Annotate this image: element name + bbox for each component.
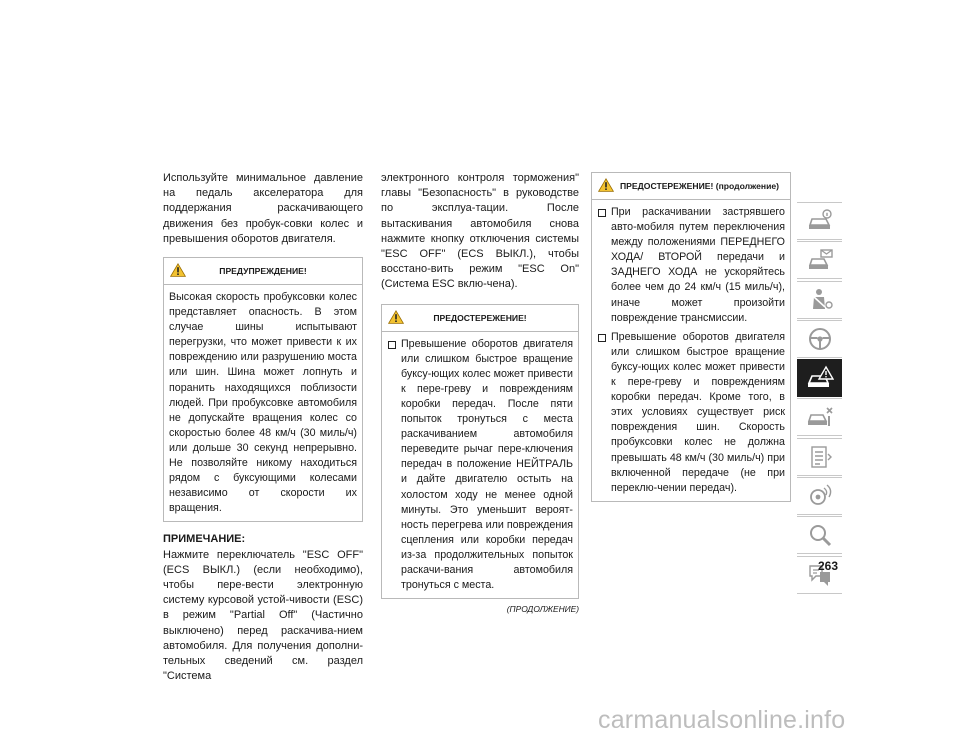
tab-service[interactable] [797, 398, 842, 436]
warning-title: ПРЕДУПРЕЖДЕНИЕ! [219, 266, 307, 277]
tab-index[interactable] [797, 516, 842, 554]
checkbox-bullet-icon [598, 334, 606, 342]
caution-item [597, 330, 785, 496]
warning-text: Высокая скорость пробуксовки колес представляет опасность. В этом случае шины испытывают перегрузки, что может привести к их повреждению или разрушению моста или шин. Шина может лопнуть и поранить находящихся поблизости людей. При пробуксовке автомобиля не допускайте вращения колес со скоростью более 48 км/ч (30 миль/ч) или дольше 30 секунд непрерывно. Не позволяйте никому находиться рядом с буксующими колесами независимо от скорости их вращения. [169, 291, 357, 515]
seatbelt-safety-icon [806, 287, 834, 313]
checkbox-bullet-icon [598, 209, 606, 217]
column-1 [163, 171, 363, 684]
caution-item-text: При раскачивании застрявшего авто-мобиля путем переключения между положениями ПЕРЕДНЕГО ХОДА/ ВТОРОЙ передачи и ЗАДНЕГО ХОДА не ускоряйтесь более чем до 24 км/ч (15 миль/ч), иначе может произойти повреждение трансмиссии. [611, 206, 785, 324]
caution-item [597, 205, 785, 326]
caution-continued-header [592, 173, 790, 200]
car-info-icon [806, 208, 834, 234]
multimedia-icon [806, 483, 834, 509]
column-3 [591, 172, 791, 502]
car-message-icon [806, 247, 834, 273]
tab-safety[interactable] [797, 281, 842, 319]
note-text: Нажмите переключатель "ESC OFF" (ECS ВЫКЛ.) (если необходимо), чтобы пере-вести электронную систему курсовой устой-чивости (ESC) в режим "Partial Off" (Частично выключено) перед раскачива-нием автомобиля. Для получения дополни-тельных сведений см. раздел "Система [163, 548, 363, 683]
tab-multimedia[interactable] [797, 477, 842, 515]
caution-box [381, 304, 579, 600]
caution-title: ПРЕДОСТЕРЕЖЕНИЕ! [433, 312, 527, 323]
caution-triangle-icon [388, 310, 404, 324]
caution-item-text: Превышение оборотов двигателя или слишком быстрое вращение буксу-ющих колес может привести к пере-греву и повреждениям коробки передач. После пяти попыток тронуться с места раскачиванием автомобиля переведите рычаг пере-ключения передач в положение НЕЙТРАЛЬ и дайте двигателю остыть на холостом ходу не менее одной минуты. Это уменьшит вероят-ность перегрева или повреждения сцепления или коробки передач из-за продолжительных попыток раскачи-вания автомобиля тронуться с места. [401, 337, 573, 592]
continued-paragraph: электронного контроля торможения" главы "Безопасность" в руководстве по эксплуа-тации. После вытаскивания автомобиля снова нажмите кнопку отключения системы "ESC OFF" (ECS ВЫКЛ.), чтобы восстано-вить режим "ESC On" (Система ESC вклю-чена). [381, 172, 579, 291]
tab-specifications[interactable] [797, 438, 842, 476]
column-2 [381, 171, 579, 617]
caution-triangle-icon [598, 178, 614, 192]
checkbox-bullet-icon [388, 341, 396, 349]
car-service-icon [806, 404, 834, 430]
tab-car-info[interactable] [797, 202, 842, 240]
caution-item-text: Превышение оборотов двигателя или слишком быстрое вращение буксу-ющих колес может привести к пере-греву и повреждениям коробки передач. Кроме того, в этих условиях существует риск повреждения шин. Скорость пробуксовки колес не должна превышать 48 км/ч (30 миль/ч) при включенной передаче (не при переклю-чении передач). [611, 330, 785, 494]
search-index-icon [806, 522, 834, 548]
warning-box [163, 257, 363, 522]
caution-header [382, 305, 578, 332]
note-title: ПРИМЕЧАНИЕ: [163, 533, 246, 546]
warning-triangle-icon [170, 263, 186, 277]
specifications-list-icon [806, 444, 834, 470]
tab-emergency[interactable] [797, 359, 842, 397]
warning-header [164, 258, 362, 285]
chapter-tabs [797, 202, 842, 595]
continued-label: (ПРОДОЛЖЕНИЕ) [506, 604, 579, 615]
caution-item [387, 337, 573, 594]
caution-continued-title: ПРЕДОСТЕРЕЖЕНИЕ! (продолжение) [620, 181, 780, 191]
page-number: 263 [817, 559, 838, 573]
tab-car-message[interactable] [797, 241, 842, 279]
hazard-warning-car-icon [806, 365, 834, 391]
caution-continued-box [591, 172, 791, 502]
watermark: carmanualsonline.info [598, 706, 846, 734]
tab-driving[interactable] [797, 320, 842, 358]
steering-wheel-icon [806, 326, 834, 352]
intro-paragraph: Используйте минимальное давление на педаль акселератора для поддержания раскачивающего движения без пробук-совки колес и превышения оборотов двигателя. [163, 172, 363, 245]
